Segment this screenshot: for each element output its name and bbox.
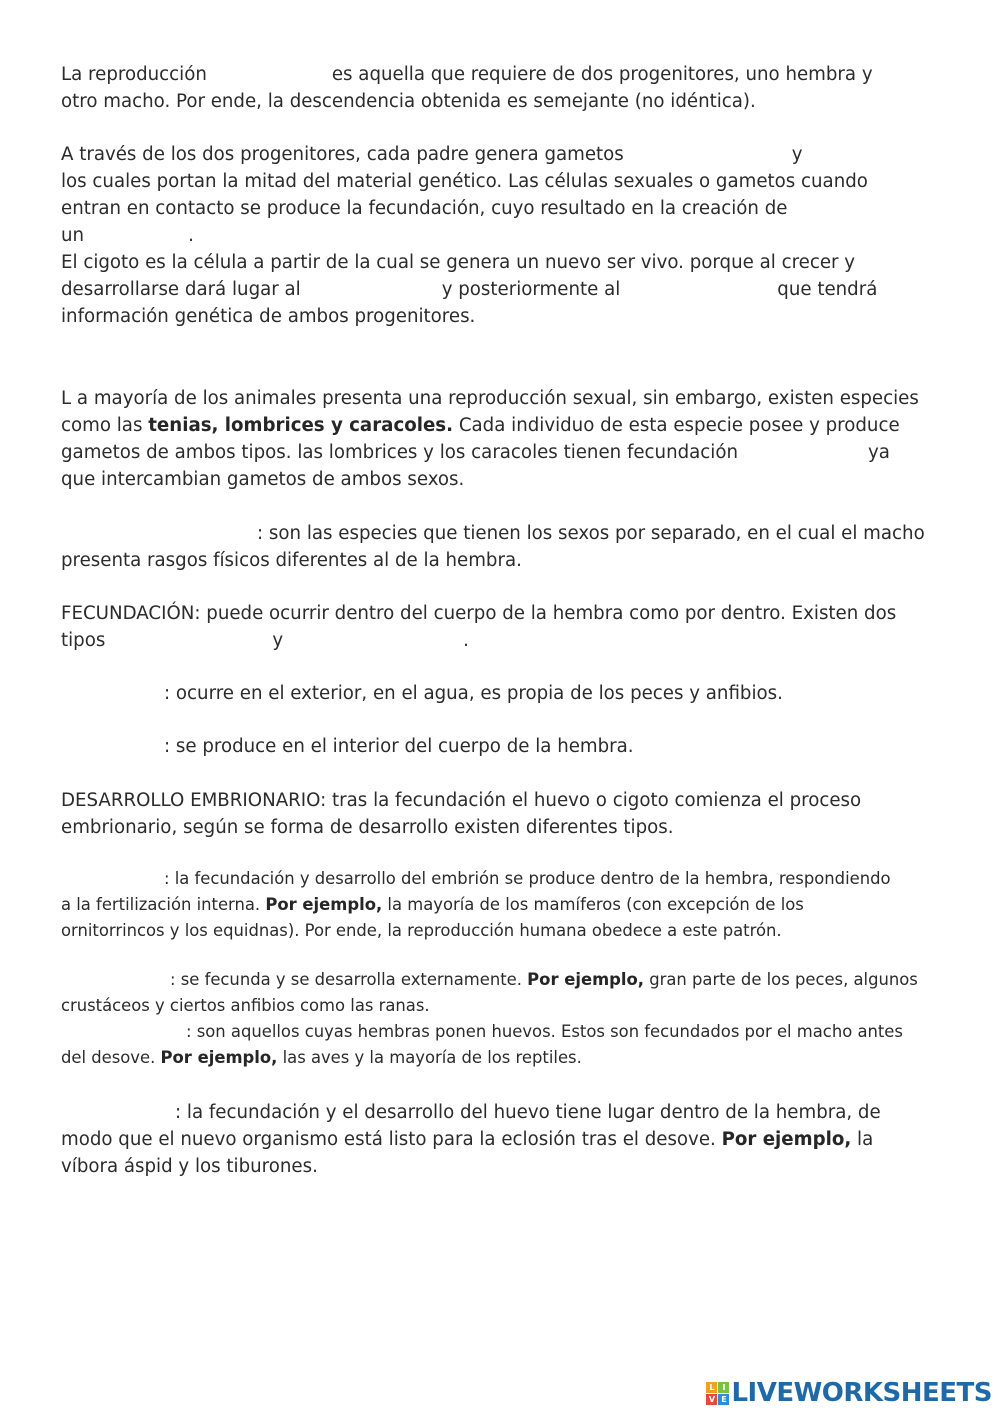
text: DESARROLLO EMBRIONARIO: tras la fecundación el huevo o cigoto comienza el proceso: [61, 790, 862, 811]
text: gran parte de los peces, algunos: [649, 970, 918, 989]
text: presenta rasgos físicos diferentes al de la hembra.: [61, 550, 522, 571]
text: : son las especies que tienen los sexos por separado, en el cual el macho: [257, 523, 925, 544]
text: las aves y la mayoría de los reptiles.: [282, 1048, 582, 1067]
text: : se produce en el interior del cuerpo de la hembra.: [164, 736, 634, 757]
text: a la fertilización interna.: [61, 895, 261, 914]
logo-mark-icon: [706, 1382, 729, 1405]
bold-text: Por ejemplo,: [527, 970, 645, 989]
text: ya: [868, 442, 890, 463]
text: la mayoría de los mamíferos (con excepción de los: [387, 895, 804, 914]
bold-text: Por ejemplo,: [265, 895, 383, 914]
paragraph-desarrollo-embrionario: [61, 787, 946, 841]
paragraph-hermafroditas: [61, 385, 946, 493]
text: : ocurre en el exterior, en el agua, es propia de los peces y anfibios.: [164, 683, 783, 704]
text: información genética de ambos progenitores.: [61, 306, 476, 327]
paragraph-gametos: [61, 141, 946, 330]
text: la: [857, 1129, 874, 1150]
text: FECUNDACIÓN: puede ocurrir dentro del cuerpo de la hembra como por dentro. Existen dos: [61, 603, 897, 624]
liveworksheets-logo[interactable]: [706, 1378, 992, 1408]
text: La reproducción: [61, 64, 207, 85]
logo-letter: E: [718, 1394, 729, 1405]
text: que tendrá: [777, 279, 878, 300]
text: tipos: [61, 630, 106, 651]
logo-text: LIVEWORKSHEETS: [731, 1378, 992, 1408]
text: : se fecunda y se desarrolla externamente.: [170, 970, 522, 989]
text: : son aquellos cuyas hembras ponen huevos. Estos son fecundados por el macho antes: [186, 1022, 903, 1041]
text: : la fecundación y desarrollo del embrión se produce dentro de la hembra, respondiendo: [164, 869, 891, 888]
text: L a mayoría de los animales presenta una reproducción sexual, sin embargo, existen especies: [61, 388, 919, 409]
logo-letter: L: [706, 1382, 717, 1393]
text: : la fecundación y el desarrollo del huevo tiene lugar dentro de la hembra, de: [175, 1102, 881, 1123]
paragraph-unisexuales: [61, 520, 946, 574]
text: embrionario, según se forma de desarrollo existen diferentes tipos.: [61, 817, 674, 838]
text: entran en contacto se produce la fecundación, cuyo resultado en la creación de: [61, 198, 788, 219]
text: desarrollarse dará lugar al: [61, 279, 301, 300]
paragraph-fecundacion: [61, 600, 946, 654]
text: gametos de ambos tipos. las lombrices y los caracoles tienen fecundación: [61, 442, 739, 463]
text: Cada individuo de esta especie posee y produce: [458, 415, 900, 436]
paragraph-fecundacion-externa: [61, 680, 946, 707]
text: El cigoto es la célula a partir de la cual se genera un nuevo ser vivo. porque al crecer y: [61, 252, 856, 273]
text: A través de los dos progenitores, cada padre genera gametos: [61, 144, 624, 165]
paragraph-reproduccion-sexual: [61, 61, 946, 115]
logo-letter: I: [718, 1382, 729, 1393]
text: víbora áspid y los tiburones.: [61, 1156, 318, 1177]
text: ornitorrincos y los equidnas). Por ende, la reproducción humana obedece a este patrón.: [61, 921, 782, 940]
text: como las: [61, 415, 143, 436]
text: modo que el nuevo organismo está listo para la eclosión tras el desove.: [61, 1129, 716, 1150]
bold-text: Por ejemplo,: [721, 1129, 852, 1150]
paragraph-viviparos: [61, 866, 946, 944]
paragraph-oviparos: [61, 967, 946, 1071]
text: otro macho. Por ende, la descendencia obtenida es semejante (no idéntica).: [61, 91, 756, 112]
text: y: [791, 144, 803, 165]
paragraph-fecundacion-interna: [61, 733, 946, 760]
text: es aquella que requiere de dos progenitores, uno hembra y: [331, 64, 873, 85]
text: del desove.: [61, 1048, 156, 1067]
bold-text: tenias, lombrices y caracoles.: [148, 415, 454, 436]
text: crustáceos y ciertos anfibios como las ranas.: [61, 996, 430, 1015]
paragraph-ovoviviparos: [61, 1099, 946, 1180]
text: un: [61, 225, 85, 246]
text: .: [188, 225, 194, 246]
text: y posteriormente al: [441, 279, 621, 300]
text: que intercambian gametos de ambos sexos.: [61, 469, 465, 490]
text: los cuales portan la mitad del material genético. Las células sexuales o gametos cuando: [61, 171, 868, 192]
logo-letter: V: [706, 1394, 717, 1405]
text: .: [463, 630, 469, 651]
bold-text: Por ejemplo,: [160, 1048, 278, 1067]
text: y: [272, 630, 284, 651]
